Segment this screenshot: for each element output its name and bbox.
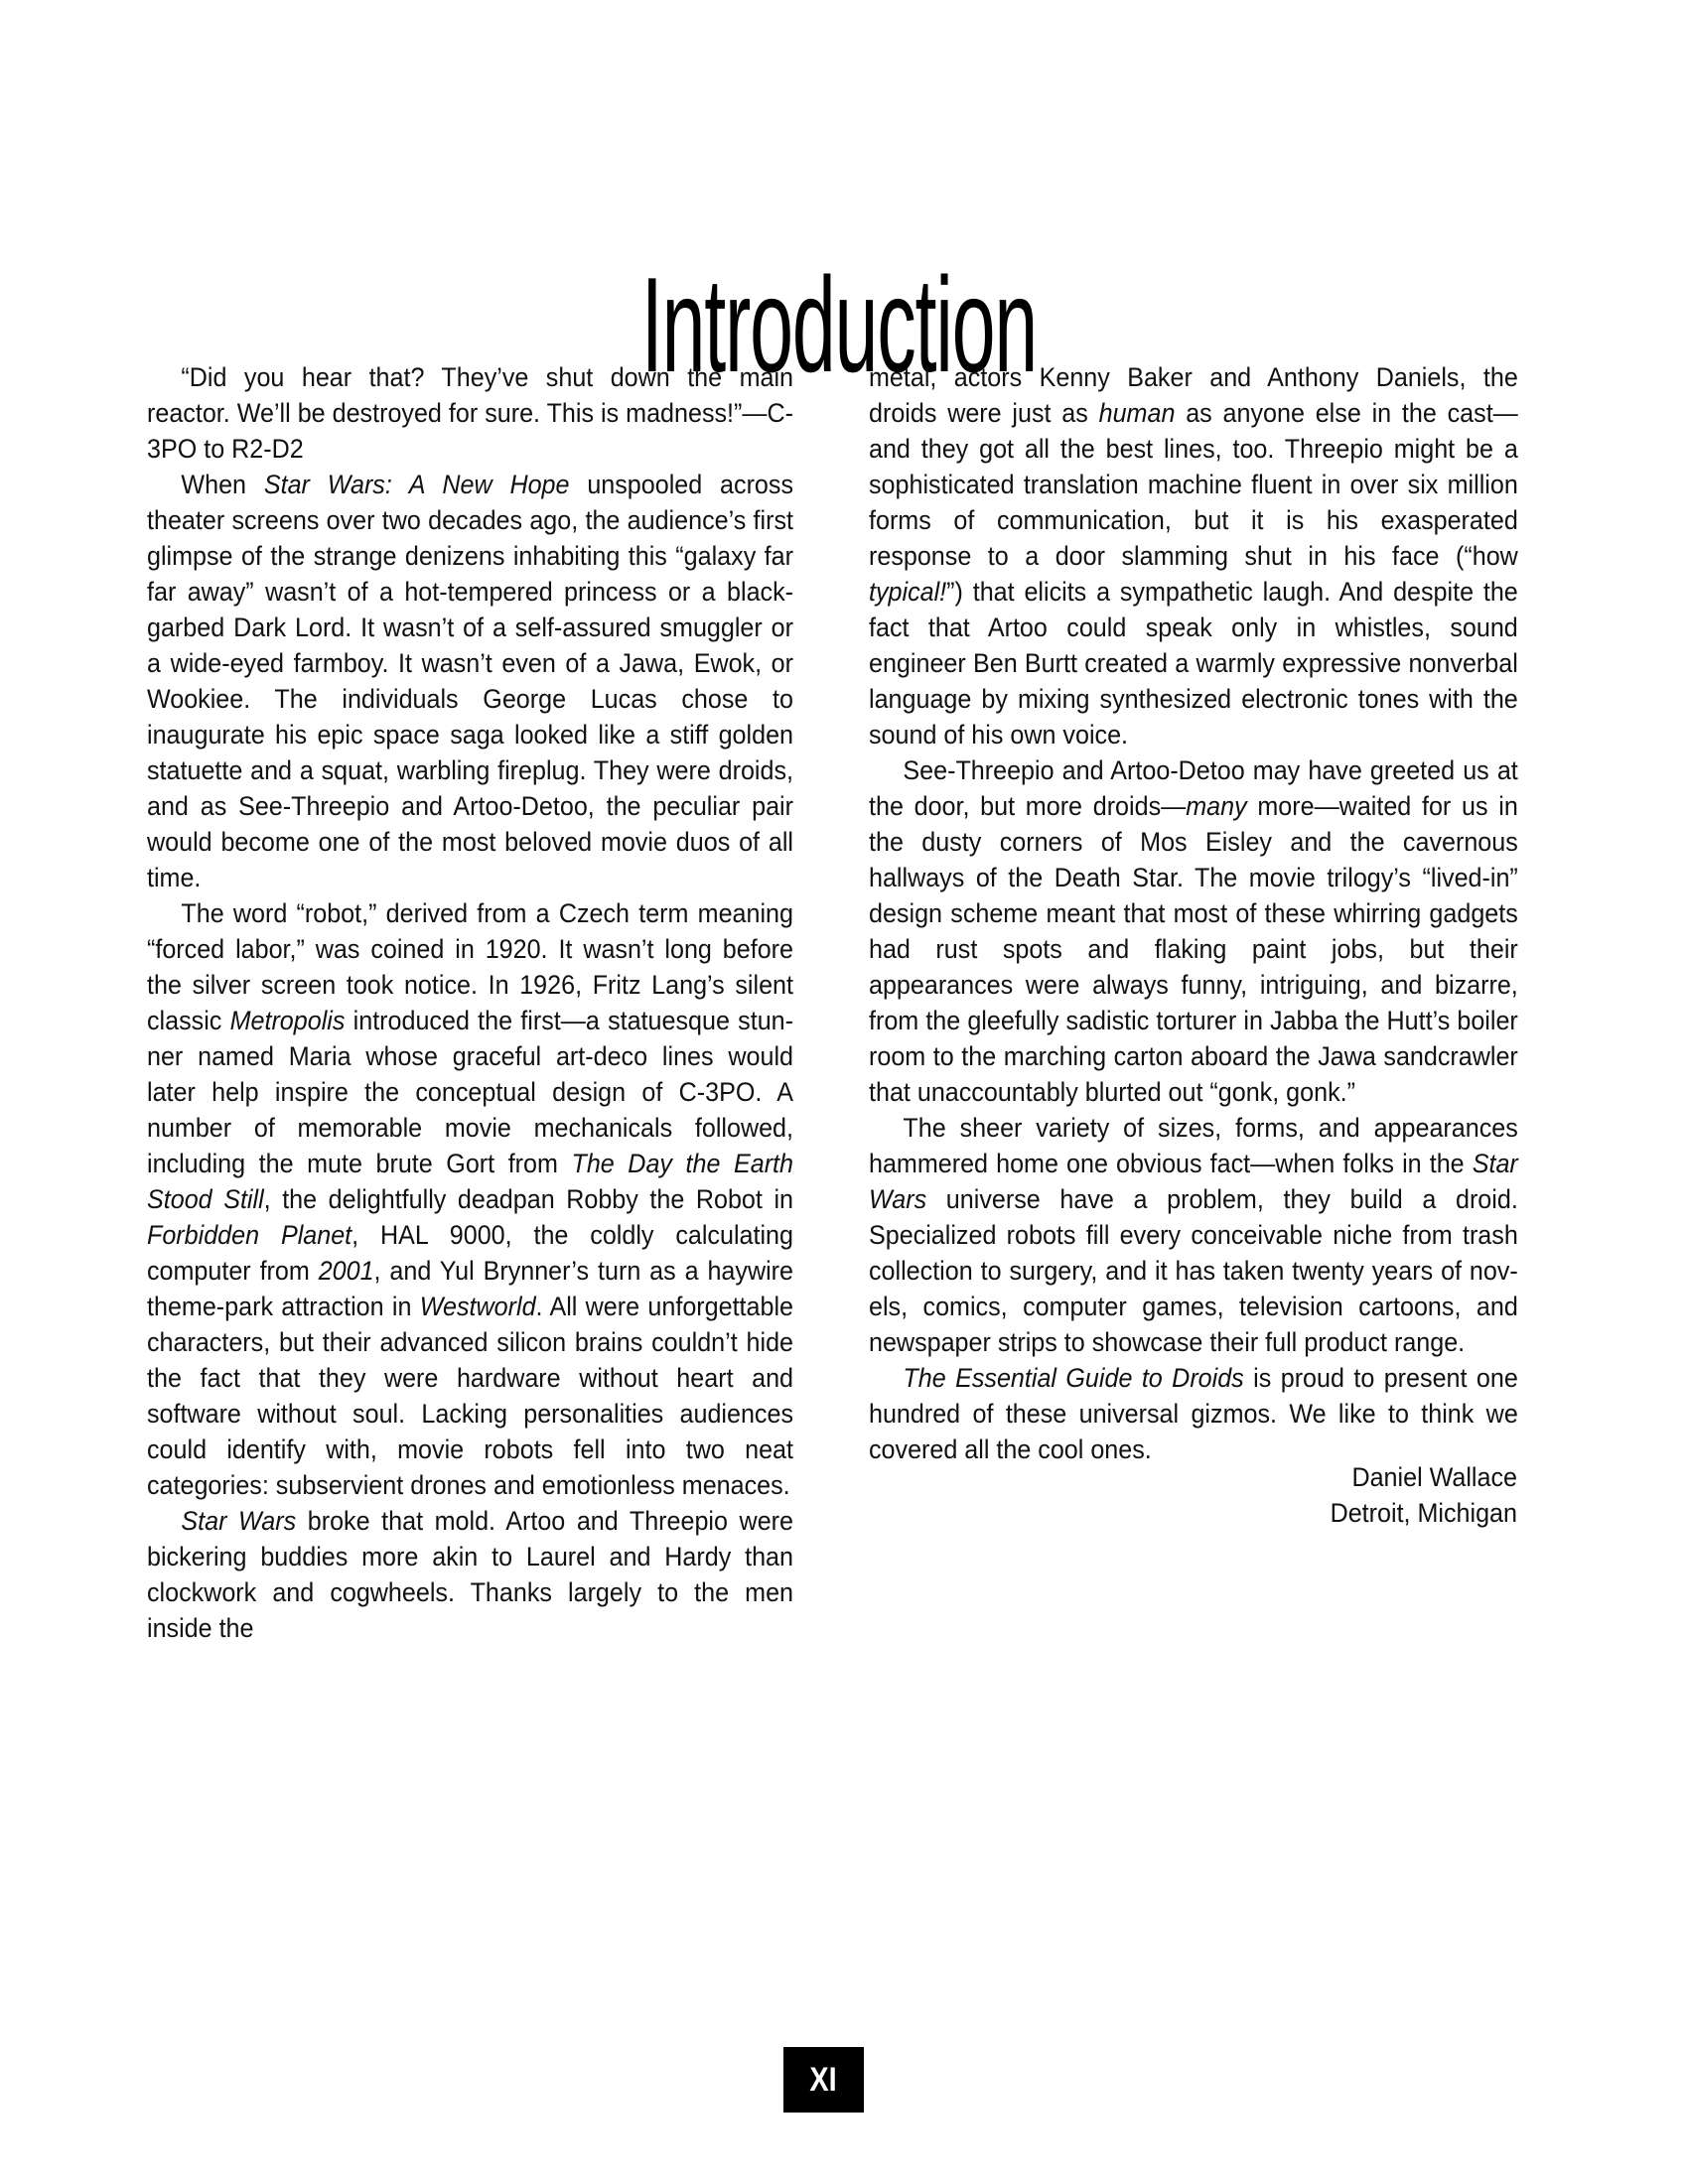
film-title-italic: Forbidden Planet: [147, 1220, 352, 1250]
page-number-box: [783, 2047, 864, 2113]
emphasis-italic: typical!: [869, 577, 947, 607]
paragraph-text: . All were unforgettable characters, but their advanced silicon brains couldn’t hide the fact that they were hardware without heart and software without soul. Lacking personalities audiences could identify with, movie robots fell into two neat categories: subservient drones and emotionless menaces.: [147, 1292, 794, 1500]
film-title-italic: The Day the Earth Stood Still: [147, 1149, 793, 1214]
paragraph-text: is proud to present one hundred of these universal gizmos. We like to think we covered all the cool ones.: [869, 1363, 1518, 1464]
paragraph-text: , the delightfully deadpan Robby the Robot in: [263, 1184, 793, 1214]
paragraph-text: The word “robot,” derived from a Czech term meaning “forced labor,” was coined in 1920. It wasn’t long before the silver screen took notice. In 1926, Fritz Lang’s silent classic: [147, 898, 793, 1035]
paragraph-text: more—waited for us in the dusty corners of Mos Eisley and the cavernous hallways of the Death Star. The movie trilogy’s “lived-in” design scheme meant that most of these whirring gadgets had rust spots and flaking paint jobs, but their appearances were always funny, intriguing, and bizarre, from the gleefully sadistic torturer in Jabba the Hutt’s boiler room to the marching carton aboard the Jawa sandcrawler that unaccountably blurted out “gonk, gonk.”: [869, 791, 1518, 1107]
paragraph-text: as anyone else in the cast—and they got all the best lines, too. Threepio might be a sophisticated translation machine fluent in over six million forms of communication, but it is his exasperated response to a door slamming shut in his face (“how: [869, 398, 1518, 571]
paragraph-text: broke that mold. Artoo and Threepio were bickering buddies more akin to Laurel and Hardy than clockwork and cogwheels. Thanks largely to the men inside the: [147, 1506, 793, 1643]
paragraph-text: The sheer variety of sizes, forms, and appearances hammered home one obvious fact—when folks in the: [869, 1113, 1518, 1178]
paragraph-text: universe have a problem, they build a droid. Specialized robots fill every conceivable niche from trash collection to surgery, and it has taken twenty years of novels, comics, computer games, television cartoons, and newspaper strips to showcase their full product range.: [869, 1184, 1518, 1357]
emphasis-italic: many: [1186, 791, 1247, 821]
paragraph-text: ”) that elicits a sympathetic laugh. And despite the fact that Artoo could speak only in whistles, sound engineer Ben Burtt created a warmly expressive nonverbal language by mixing synthesized electronic tones with the sound of his own voice.: [869, 577, 1518, 750]
epigraph-paragraph: [147, 359, 793, 467]
page-title: Introduction: [640, 249, 1038, 401]
signature: [1030, 1459, 1517, 1531]
paragraph-new-hope: [147, 467, 793, 895]
film-title-italic: Westworld: [419, 1292, 536, 1321]
paragraph-variety: [869, 1110, 1518, 1360]
paragraph-text: introduced the first—a statuesque stunner named Maria whose graceful art-deco lines would later help inspire the conceptual design of C-3PO. A number of memorable movie mechanicals followed, including the mute brute Gort from: [147, 1006, 793, 1178]
page-number: XI: [809, 2060, 838, 2099]
paragraph-text: When: [181, 470, 264, 499]
paragraph-continued: [869, 359, 1518, 752]
paragraph-broke-mold: [147, 1503, 793, 1646]
book-title-italic: The Essential Guide to Droids: [903, 1363, 1244, 1393]
paragraph-text: metal, actors Kenny Baker and Anthony Daniels, the droids were just as: [869, 362, 1518, 428]
paragraph-text: , and Yul Brynner’s turn as a haywire theme-park attraction in: [147, 1256, 793, 1321]
right-column: [869, 359, 1518, 1467]
epigraph-text: “Did you hear that? They’ve shut down the main reactor. We’ll be destroyed for sure. This is madness!”—C-3PO to R2-D2: [147, 362, 793, 464]
paragraph-robot-history: [147, 895, 793, 1503]
paragraph-more-droids: [869, 752, 1518, 1110]
film-title-italic: 2001: [318, 1256, 374, 1286]
film-title-italic: Star Wars: A New Hope: [263, 470, 570, 499]
paragraph-text: See-Threepio and Artoo-Detoo may have greeted us at the door, but more droids—: [869, 755, 1518, 821]
film-title-italic: Star Wars: [181, 1506, 297, 1536]
film-title-italic: Star Wars: [869, 1149, 1518, 1214]
paragraph-text: unspooled across theater screens over two decades ago, the audience’s first glimpse of the strange denizens inhabiting this “galaxy far far away” wasn’t of a hot-tempered princess or a black-garbed Dark Lord. It wasn’t of a self-assured smuggler or a wide-eyed farmboy. It wasn’t even of a Jawa, Ewok, or Wookiee. The individuals George Lucas chose to inaugurate his epic space saga looked like a stiff golden statuette and a squat, warbling fireplug. They were droids, and as See-Threepio and Artoo-Detoo, the peculiar pair would become one of the most beloved movie duos of all time.: [147, 470, 794, 892]
author-location: Detroit, Michigan: [1330, 1498, 1517, 1528]
paragraph-essential-guide: [869, 1360, 1518, 1467]
paragraph-text: , HAL 9000, the coldly calculating computer from: [147, 1220, 793, 1286]
left-column: [147, 359, 793, 1646]
film-title-italic: Metropolis: [229, 1006, 346, 1035]
author-name: Daniel Wallace: [1351, 1462, 1517, 1492]
emphasis-italic: human: [1098, 398, 1176, 428]
